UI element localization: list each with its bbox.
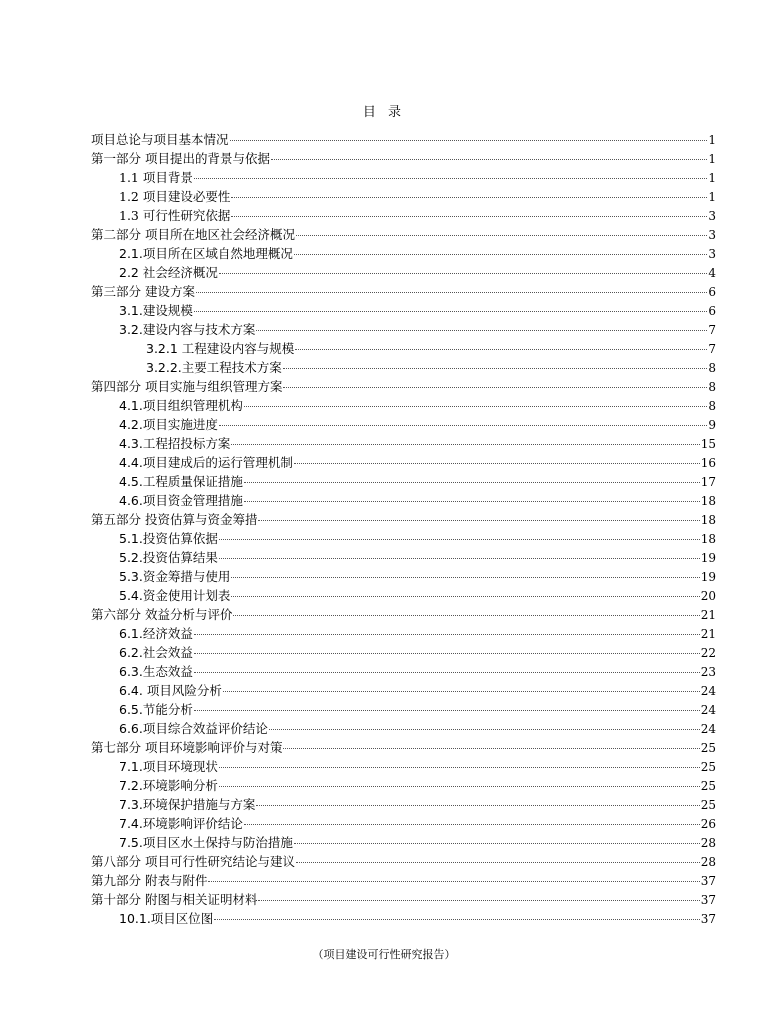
- toc-entry[interactable]: [91, 320, 716, 339]
- toc-page-number: 28: [700, 855, 716, 869]
- toc-entry-title: 第六部分 效益分析与评价: [91, 607, 233, 622]
- toc-page-number: 25: [700, 760, 716, 774]
- toc-dot-leader: [219, 557, 700, 559]
- toc-dot-leader: [244, 500, 700, 502]
- toc-page-number: 19: [700, 551, 716, 565]
- toc-dot-leader: [219, 424, 708, 426]
- toc-page-number: 17: [700, 475, 716, 489]
- toc-dot-leader: [231, 595, 699, 597]
- toc-entry-title: 5.2.投资估算结果: [119, 550, 218, 565]
- toc-entry-title: 第十部分 附图与相关证明材料: [91, 892, 258, 907]
- toc-dot-leader: [196, 291, 707, 293]
- toc-dot-leader: [233, 614, 699, 616]
- toc-entry[interactable]: [91, 453, 716, 472]
- toc-entry-title: 2.1.项目所在区域自然地理概况: [119, 246, 293, 261]
- toc-page-number: 8: [708, 399, 716, 413]
- toc-entry[interactable]: [91, 795, 716, 814]
- toc-entry[interactable]: [91, 206, 716, 225]
- toc-page-number: 21: [700, 608, 716, 622]
- toc-entry-title: 6.4. 项目风险分析: [119, 683, 222, 698]
- toc-dot-leader: [208, 880, 699, 882]
- toc-page-number: 37: [700, 893, 716, 907]
- toc-dot-leader: [194, 310, 708, 312]
- toc-entry-title: 7.3.环境保护措施与方案: [119, 797, 256, 812]
- toc-entry[interactable]: [91, 491, 716, 510]
- toc-dot-leader: [269, 728, 700, 730]
- toc-entry-title: 第二部分 项目所在地区社会经济概况: [91, 227, 295, 242]
- toc-entry[interactable]: [91, 833, 716, 852]
- toc-entry[interactable]: [91, 871, 716, 890]
- toc-dot-leader: [194, 671, 700, 673]
- toc-page-number: 9: [708, 418, 716, 432]
- toc-dot-leader: [283, 367, 708, 369]
- toc-entry[interactable]: [91, 586, 716, 605]
- toc-entry-title: 3.2.2.主要工程技术方案: [146, 360, 282, 375]
- toc-page-number: 4: [708, 266, 716, 280]
- toc-entry-title: 第五部分 投资估算与资金筹措: [91, 512, 258, 527]
- toc-entry-title: 第九部分 附表与附件: [91, 873, 208, 888]
- toc-entry-title: 5.1.投资估算依据: [119, 531, 218, 546]
- toc-entry-title: 5.4.资金使用计划表: [119, 588, 231, 603]
- toc-entry-title: 4.1.项目组织管理机构: [119, 398, 243, 413]
- page-title: 目 录: [362, 105, 406, 120]
- toc-dot-leader: [219, 785, 700, 787]
- toc-entry[interactable]: [91, 624, 716, 643]
- toc-entry[interactable]: [91, 662, 716, 681]
- toc-dot-leader: [294, 253, 708, 255]
- toc-dot-leader: [231, 196, 707, 198]
- toc-page-number: 28: [700, 836, 716, 850]
- toc-entry[interactable]: [91, 681, 716, 700]
- toc-entry-title: 1.2 项目建设必要性: [119, 189, 231, 204]
- toc-dot-leader: [231, 215, 707, 217]
- toc-entry-title: 第一部分 项目提出的背景与依据: [91, 151, 270, 166]
- toc-dot-leader: [244, 481, 700, 483]
- toc-page-number: 18: [700, 494, 716, 508]
- toc-page-number: 18: [700, 532, 716, 546]
- toc-entry[interactable]: [91, 909, 716, 928]
- toc-dot-leader: [219, 538, 700, 540]
- toc-entry[interactable]: [91, 852, 716, 871]
- toc-page-number: 3: [708, 247, 716, 261]
- toc-entry[interactable]: [91, 244, 716, 263]
- toc-entry-title: 7.5.项目区水土保持与防治措施: [119, 835, 293, 850]
- toc-page-number: 24: [700, 722, 716, 736]
- toc-page-number: 18: [700, 513, 716, 527]
- toc-entry[interactable]: [91, 472, 716, 491]
- toc-entry[interactable]: [91, 225, 716, 244]
- toc-dot-leader: [258, 899, 699, 901]
- toc-dot-leader: [194, 177, 708, 179]
- toc-entry-title: 2.2 社会经济概况: [119, 265, 218, 280]
- toc-entry[interactable]: [91, 358, 716, 377]
- toc-entry[interactable]: [91, 263, 716, 282]
- toc-entry-title: 4.6.项目资金管理措施: [119, 493, 243, 508]
- toc-entry[interactable]: [91, 149, 716, 168]
- toc-entry[interactable]: [91, 377, 716, 396]
- toc-entry[interactable]: [91, 168, 716, 187]
- toc-page-number: 16: [700, 456, 716, 470]
- toc-entry[interactable]: [91, 605, 716, 624]
- toc-entry[interactable]: [91, 890, 716, 909]
- toc-entry-title: 1.1 项目背景: [119, 170, 193, 185]
- toc-dot-leader: [283, 386, 707, 388]
- toc-dot-leader: [244, 405, 708, 407]
- toc-page-number: 1: [708, 171, 716, 185]
- toc-entry-title: 4.5.工程质量保证措施: [119, 474, 243, 489]
- toc-dot-leader: [194, 633, 700, 635]
- toc-entry[interactable]: [91, 548, 716, 567]
- toc-dot-leader: [256, 329, 707, 331]
- toc-dot-leader: [271, 158, 707, 160]
- toc-entry-title: 第四部分 项目实施与组织管理方案: [91, 379, 283, 394]
- toc-entry[interactable]: [91, 814, 716, 833]
- toc-page-number: 1: [708, 133, 716, 147]
- toc-entry[interactable]: [91, 187, 716, 206]
- toc-entry[interactable]: [91, 301, 716, 320]
- toc-entry[interactable]: [91, 738, 716, 757]
- toc-entry[interactable]: [91, 415, 716, 434]
- toc-entry[interactable]: [91, 529, 716, 548]
- toc-entry-title: 10.1.项目区位图: [119, 911, 214, 926]
- toc-entry-title: 6.3.生态效益: [119, 664, 193, 679]
- toc-dot-leader: [231, 576, 699, 578]
- toc-entry-title: 1.3 可行性研究依据: [119, 208, 231, 223]
- toc-dot-leader: [214, 918, 699, 920]
- toc-page-number: 37: [700, 912, 716, 926]
- toc-dot-leader: [223, 690, 700, 692]
- toc-entry[interactable]: [91, 339, 716, 358]
- table-of-contents: [91, 130, 716, 928]
- toc-dot-leader: [219, 766, 700, 768]
- toc-dot-leader: [294, 842, 700, 844]
- page-footer: （项目建设可行性研究报告）: [312, 948, 456, 961]
- toc-entry-title: 3.1.建设规模: [119, 303, 193, 318]
- toc-entry-title: 第八部分 项目可行性研究结论与建议: [91, 854, 295, 869]
- toc-entry-title: 3.2.1 工程建设内容与规模: [146, 341, 295, 356]
- toc-entry[interactable]: [91, 700, 716, 719]
- toc-entry-title: 7.4.环境影响评价结论: [119, 816, 243, 831]
- toc-page-number: 37: [700, 874, 716, 888]
- toc-entry[interactable]: [91, 776, 716, 795]
- toc-page-number: 24: [700, 684, 716, 698]
- toc-entry-title: 6.6.项目综合效益评价结论: [119, 721, 268, 736]
- toc-page-number: 25: [700, 741, 716, 755]
- toc-entry[interactable]: [91, 643, 716, 662]
- toc-dot-leader: [219, 272, 708, 274]
- toc-entry-title: 第七部分 项目环境影响评价与对策: [91, 740, 283, 755]
- toc-page-number: 20: [700, 589, 716, 603]
- toc-entry-title: 7.2.环境影响分析: [119, 778, 218, 793]
- toc-page-number: 8: [708, 361, 716, 375]
- toc-page-number: 25: [700, 798, 716, 812]
- toc-entry[interactable]: [91, 282, 716, 301]
- toc-entry-title: 5.3.资金筹措与使用: [119, 569, 231, 584]
- toc-page-number: 15: [700, 437, 716, 451]
- toc-entry[interactable]: [91, 434, 716, 453]
- toc-dot-leader: [258, 519, 699, 521]
- toc-entry-title: 项目总论与项目基本情况: [91, 132, 229, 147]
- toc-dot-leader: [283, 747, 699, 749]
- toc-page-number: 3: [708, 209, 716, 223]
- toc-dot-leader: [231, 443, 699, 445]
- toc-dot-leader: [244, 823, 700, 825]
- toc-page-number: 1: [708, 190, 716, 204]
- toc-page-number: 24: [700, 703, 716, 717]
- toc-entry[interactable]: [91, 396, 716, 415]
- toc-page-number: 8: [708, 380, 716, 394]
- toc-entry-title: 7.1.项目环境现状: [119, 759, 218, 774]
- toc-dot-leader: [194, 652, 700, 654]
- toc-entry-title: 3.2.建设内容与技术方案: [119, 322, 256, 337]
- toc-entry-title: 6.1.经济效益: [119, 626, 193, 641]
- toc-dot-leader: [294, 462, 700, 464]
- toc-dot-leader: [230, 139, 708, 141]
- toc-page-number: 6: [708, 304, 716, 318]
- toc-entry[interactable]: [91, 567, 716, 586]
- toc-entry-title: 6.2.社会效益: [119, 645, 193, 660]
- toc-page-number: 26: [700, 817, 716, 831]
- toc-entry-title: 6.5.节能分析: [119, 702, 193, 717]
- toc-dot-leader: [295, 348, 707, 350]
- toc-page-number: 25: [700, 779, 716, 793]
- toc-dot-leader: [296, 861, 700, 863]
- toc-entry[interactable]: [91, 510, 716, 529]
- toc-entry-title: 4.4.项目建成后的运行管理机制: [119, 455, 293, 470]
- toc-page-number: 21: [700, 627, 716, 641]
- toc-entry-title: 第三部分 建设方案: [91, 284, 195, 299]
- toc-page-number: 3: [708, 228, 716, 242]
- toc-page-number: 7: [708, 323, 716, 337]
- toc-page-number: 23: [700, 665, 716, 679]
- toc-entry-title: 4.2.项目实施进度: [119, 417, 218, 432]
- toc-page-number: 22: [700, 646, 716, 660]
- toc-entry[interactable]: [91, 719, 716, 738]
- toc-dot-leader: [296, 234, 707, 236]
- toc-dot-leader: [256, 804, 699, 806]
- toc-page-number: 7: [708, 342, 716, 356]
- toc-entry[interactable]: [91, 130, 716, 149]
- toc-dot-leader: [194, 709, 700, 711]
- toc-page-number: 1: [708, 152, 716, 166]
- toc-entry-title: 4.3.工程招投标方案: [119, 436, 231, 451]
- toc-entry[interactable]: [91, 757, 716, 776]
- toc-page-number: 19: [700, 570, 716, 584]
- toc-page-number: 6: [708, 285, 716, 299]
